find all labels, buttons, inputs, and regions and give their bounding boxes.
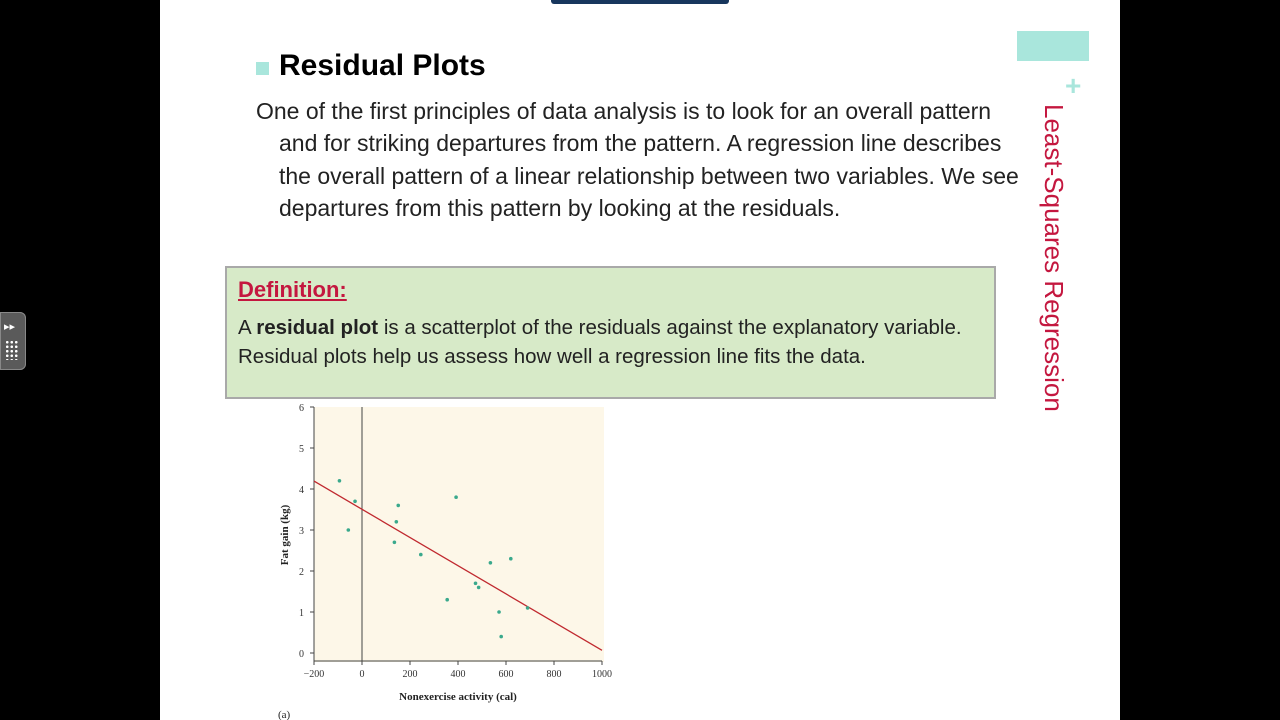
slide-top-tab: [551, 0, 729, 4]
side-control-panel[interactable]: [0, 312, 26, 370]
data-point: [347, 528, 351, 532]
definition-text: [238, 313, 990, 371]
definition-box: [225, 266, 996, 399]
data-point: [497, 610, 501, 614]
definition-suffix: is a scatterplot of the residuals against the explanatory variable. Residual plots help us assess how well a regression line fits the data.: [238, 316, 962, 368]
x-tick-label: 1000: [592, 669, 612, 680]
y-tick-label: 4: [299, 485, 304, 496]
y-tick-label: 5: [299, 444, 304, 455]
data-point: [338, 479, 342, 483]
y-tick-label: 6: [299, 403, 304, 414]
heading-text: Residual Plots: [279, 49, 486, 82]
definition-term: residual plot: [256, 316, 379, 339]
body-paragraph: One of the first principles of data analysis is to look for an overall pattern and for striking departures from the pattern. A regression line describes the overall pattern of a linear relationship between two variables. We see departures from this pattern by looking at the residuals.: [256, 98, 1019, 221]
y-tick-label: 3: [299, 526, 304, 537]
fast-forward-icon[interactable]: ▸▸: [4, 321, 16, 333]
x-tick-label: 600: [498, 669, 514, 680]
x-tick-label: −200: [303, 669, 325, 680]
data-point: [445, 598, 449, 602]
x-tick-label: 0: [359, 669, 365, 680]
x-axis-label: Nonexercise activity (cal): [399, 691, 517, 703]
data-point: [474, 582, 478, 586]
data-point: [395, 520, 399, 524]
y-axis-label: Fat gain (kg): [279, 504, 291, 566]
data-point: [489, 561, 493, 565]
data-point: [477, 586, 481, 590]
x-tick-label: 200: [402, 669, 418, 680]
plus-icon: +: [1065, 70, 1082, 101]
accent-bar: [1017, 31, 1089, 61]
x-tick-label: 800: [546, 669, 562, 680]
data-point: [526, 606, 530, 610]
square-bullet-icon: [256, 62, 269, 75]
definition-prefix: A: [238, 316, 257, 339]
slide: [160, 0, 1120, 720]
plot-background: [314, 407, 604, 662]
grid-icon[interactable]: [5, 340, 19, 360]
data-point: [454, 495, 458, 499]
y-tick-label: 2: [299, 567, 304, 578]
data-point: [393, 541, 397, 545]
data-point: [353, 500, 357, 504]
data-point: [509, 557, 513, 561]
x-tick-label: 400: [450, 669, 466, 680]
y-tick-label: 0: [299, 649, 304, 660]
data-point: [499, 635, 503, 639]
data-point: [396, 504, 400, 508]
y-tick-label: 1: [299, 608, 304, 619]
chart-caption: (a): [278, 709, 291, 720]
side-title: Least-Squares Regression: [1039, 104, 1069, 412]
slide-heading: [256, 49, 486, 83]
definition-title: Definition:: [238, 277, 347, 302]
scatter-chart: [272, 400, 617, 720]
data-point: [419, 553, 423, 557]
